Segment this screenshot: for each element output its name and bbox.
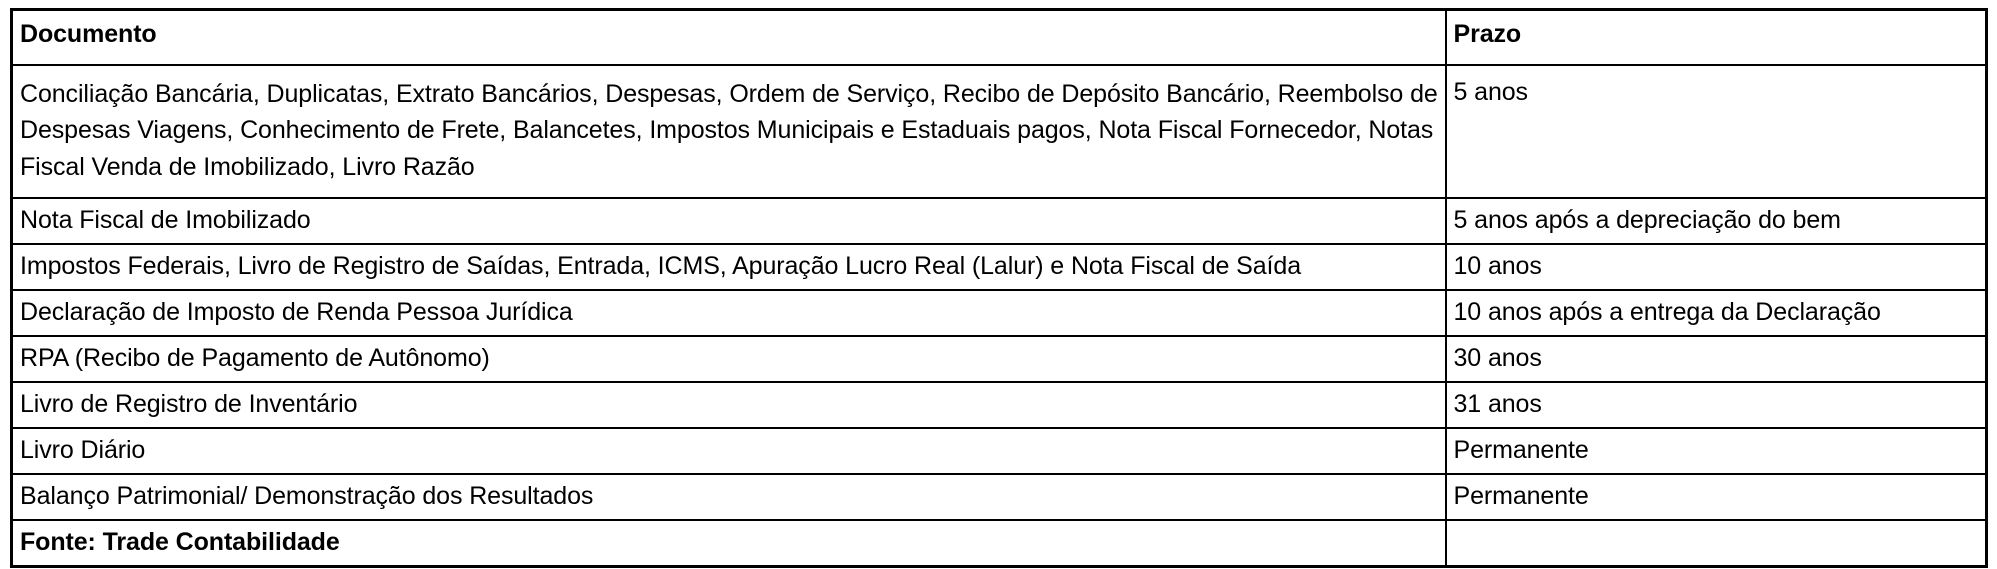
column-header-documento-label: Documento (20, 20, 157, 48)
cell-documento-text: Nota Fiscal de Imobilizado (20, 205, 311, 234)
cell-documento (12, 474, 1446, 520)
table-row (12, 474, 1987, 520)
cell-prazo (1446, 244, 1987, 290)
cell-documento (12, 198, 1446, 244)
cell-documento-text: RPA (Recibo de Pagamento de Autônomo) (20, 343, 490, 372)
table-row (12, 382, 1987, 428)
cell-prazo-text: 10 anos (1453, 251, 1542, 280)
cell-documento (12, 244, 1446, 290)
cell-prazo-text: Permanente (1453, 481, 1589, 510)
table-row (12, 428, 1987, 474)
table-row (12, 198, 1987, 244)
cell-documento-text: Livro Diário (20, 435, 146, 464)
cell-prazo-text: 5 anos (1453, 78, 1528, 106)
cell-footer-empty (1446, 520, 1987, 567)
cell-documento-text: Declaração de Imposto de Renda Pessoa Jurídica (20, 297, 573, 326)
table-header-row (12, 10, 1987, 66)
cell-prazo (1446, 290, 1987, 336)
column-header-prazo (1446, 10, 1987, 66)
cell-documento (12, 336, 1446, 382)
cell-documento (12, 290, 1446, 336)
cell-prazo-text: 10 anos após a entrega da Declaração (1453, 297, 1881, 326)
cell-documento-text: Conciliação Bancária, Duplicatas, Extrato Bancários, Despesas, Ordem de Serviço, Recibo de Depósito Bancário, Reembolso de Despesas Viagens, Conhecimento de Frete, Balancetes, Impostos Municipais e Estaduais pagos, Nota Fiscal Fornecedor, Notas Fiscal Venda de Imobilizado, Livro Razão (20, 80, 1438, 181)
cell-prazo-text: 5 anos após a depreciação do bem (1453, 205, 1841, 234)
table-row (12, 65, 1987, 198)
column-header-documento (12, 10, 1446, 66)
documents-retention-table (10, 8, 1988, 568)
cell-prazo-text: 30 anos (1453, 343, 1542, 372)
table-row (12, 290, 1987, 336)
cell-documento (12, 382, 1446, 428)
column-header-prazo-label: Prazo (1453, 20, 1522, 48)
cell-documento-text: Livro de Registro de Inventário (20, 389, 358, 418)
cell-prazo (1446, 382, 1987, 428)
cell-prazo (1446, 65, 1987, 198)
cell-prazo (1446, 198, 1987, 244)
table-footer-row (12, 520, 1987, 567)
cell-documento (12, 65, 1446, 198)
cell-prazo-text: 31 anos (1453, 389, 1542, 418)
cell-source-note-text: Fonte: Trade Contabilidade (20, 527, 340, 556)
cell-prazo-text: Permanente (1453, 435, 1589, 464)
cell-prazo (1446, 428, 1987, 474)
cell-prazo (1446, 474, 1987, 520)
cell-prazo (1446, 336, 1987, 382)
cell-documento-text: Balanço Patrimonial/ Demonstração dos Resultados (20, 481, 594, 510)
table-row (12, 244, 1987, 290)
table-row (12, 336, 1987, 382)
cell-documento-text: Impostos Federais, Livro de Registro de Saídas, Entrada, ICMS, Apuração Lucro Real (Lalur) e Nota Fiscal de Saída (20, 251, 1302, 280)
cell-documento (12, 428, 1446, 474)
cell-source-note (12, 520, 1446, 567)
